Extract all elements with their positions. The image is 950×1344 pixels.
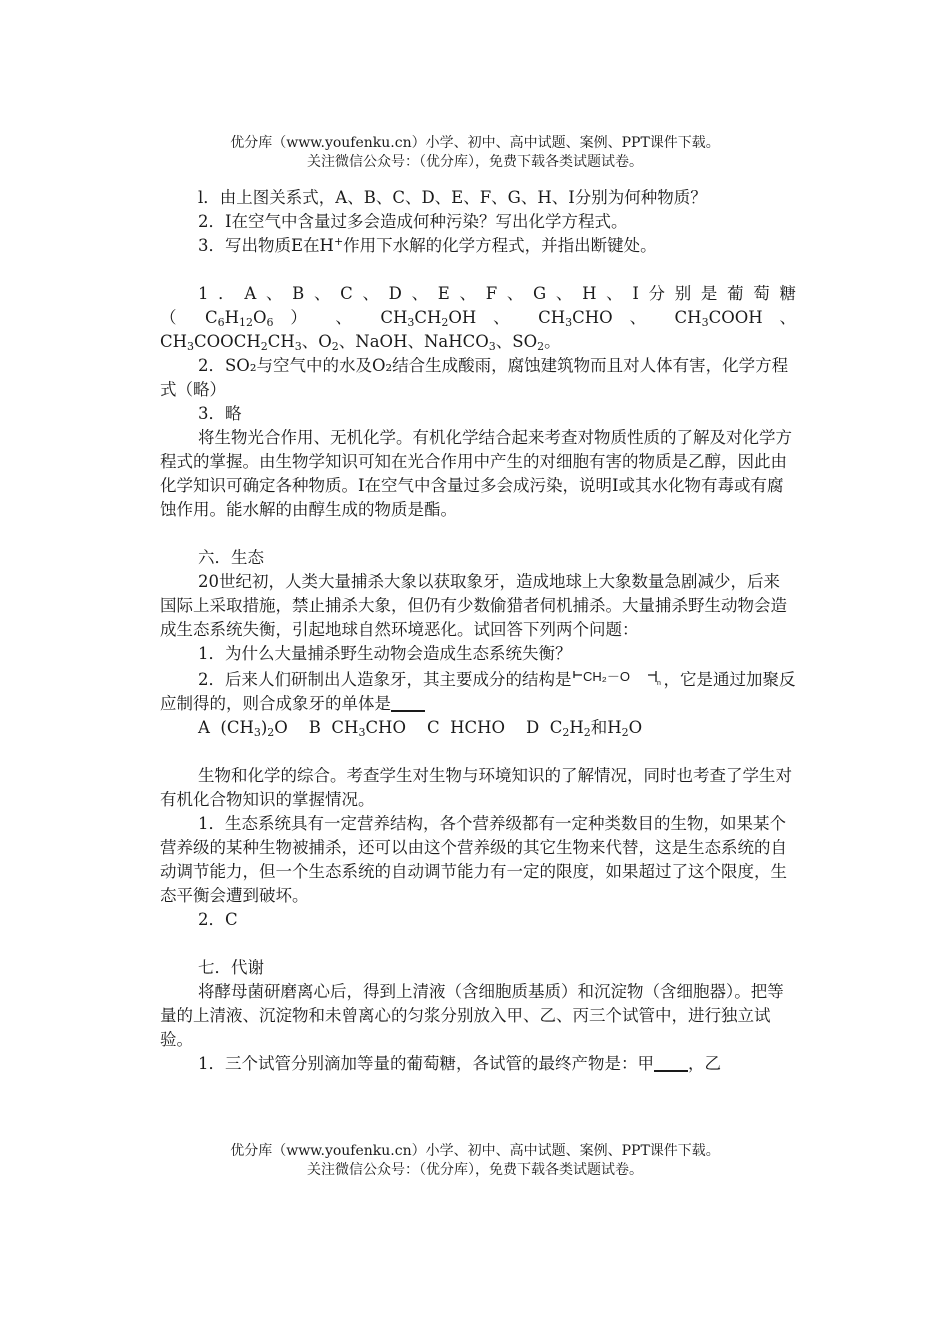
q6-question-2 [160,666,796,716]
q5-question-1: l．由上图关系式，A、B、C、D、E、F、G、H、I分别为何种物质？ [198,188,707,207]
q5-question-3-text: 3．写出物质E在H [198,236,334,255]
q7-question-1-text-end: ，乙 [688,1054,721,1073]
q6-answer-2: 2．C [198,910,238,929]
q6-question-2-text-end: ，它是通过加聚反应制得的，则合成象牙的单体是 [160,670,796,713]
svg-text:n: n [656,680,661,687]
footer-line-1: 优分库（www.youfenku.cn）小学、初中、高中试题、案例、PPT课件下载。 [230,1143,720,1159]
q5-answer-1-line-1: 1．A、B、C、D、E、F、G、H、I分别是葡萄糖 [198,284,796,303]
h-plus-superscript: + [333,235,344,248]
q7-question-1 [160,1052,796,1076]
q6-answer-1: 1．生态系统具有一定营养结构，各个营养级都有一定种类数目的生物，如果某个营养级的某种生物被捕杀，还可以由这个营养级的其它生物来代替，这是生态系统的自动调节能力，但一个生态系统的自动调节能力有一定的限度，如果超过了这个限度，生态平衡会遭到破坏。 [160,814,787,905]
q6-intro: 20世纪初，人类大量捕杀大象以获取象牙，造成地球上大象数量急剧减少，后来国际上采取措施，禁止捕杀大象，但仍有少数偷猎者伺机捕杀。大量捕杀野生动物会造成生态系统失衡，引起地球自然环境恶化。试回答下列两个问题： [160,572,787,639]
q6-question-2-text: 2．后来人们研制出人造象牙，其主要成分的结构是 [198,670,572,689]
document-body [160,186,796,1076]
answer-blank [654,1053,688,1072]
q5-question-3 [160,234,796,258]
q5-answer-3: 3．略 [198,404,242,423]
q5-question-3-text-end: 作用下水解的化学方程式，并指出断键处。 [343,236,657,255]
q6-question-1: 1．为什么大量捕杀野生动物会造成生态系统失衡？ [198,644,572,663]
q5-answer-2: 2．SO₂与空气中的水及O₂结合生成酸雨，腐蚀建筑物而且对人体有害，化学方程式（略） [160,356,789,399]
q5-answer-1-line-3: $CH_3COOCH_2CH_3$、$O_2$、NaOH、NaHCO$_3$、$SO_2$。 [160,332,561,353]
header-line-1: 优分库（www.youfenku.cn）小学、初中、高中试题、案例、PPT课件下载。 [230,135,720,151]
answer-blank [391,693,425,712]
q7-question-1-text: 1．三个试管分别滴加等量的葡萄糖，各试管的最终产物是：甲 [198,1054,654,1073]
q6-analysis: 生物和化学的综合。考查学生对生物与环境知识的了解情况，同时也考查了学生对有机化合物知识的掌握情况。 [160,766,792,809]
page-footer [0,1142,950,1180]
footer-line-2: 关注微信公众号：（优分库），免费下载各类试题试卷。 [307,1162,643,1178]
q5-answer-1-line-2: （ $C_6H_{12}O_6$ ） 、 $CH_3CH_2OH$ 、 $CH_3CHO$ 、 $CH_3COOH$ 、 [160,308,797,329]
header-line-2: 关注微信公众号：（优分库），免费下载各类试题试卷。 [307,154,643,170]
formula-text: CH₂－O [582,669,630,684]
page-header [0,134,950,172]
q5-question-2: 2．I在空气中含量过多会造成何种污染？写出化学方程式。 [198,212,628,231]
q5-analysis: 将生物光合作用、无机化学。有机化学结合起来考查对物质性质的了解及对化学方程式的掌握。由生物学知识可知在光合作用中产生的对细胞有害的物质是乙醇，因此由化学知识可确定各种物质。I在空气中含量过多会成污染，说明I或其水化物有毒或有腐蚀作用。能水解的由醇生成的物质是酯。 [160,428,792,519]
section-6-title: 六．生态 [198,548,264,567]
polymer-structure-formula [572,666,664,688]
section-7-title: 七．代谢 [198,958,264,977]
q7-intro: 将酵母菌研磨离心后，得到上清液（含细胞质基质）和沉淀物（含细胞器）。把等量的上清液、沉淀物和未曾离心的匀浆分别放入甲、乙、丙三个试管中，进行独立试验。 [160,982,784,1049]
q6-options: A $(CH_3)_2O$ B $CH_3CHO$ C HCHO D $C_2H_2$和$H_2O$ [198,718,643,739]
